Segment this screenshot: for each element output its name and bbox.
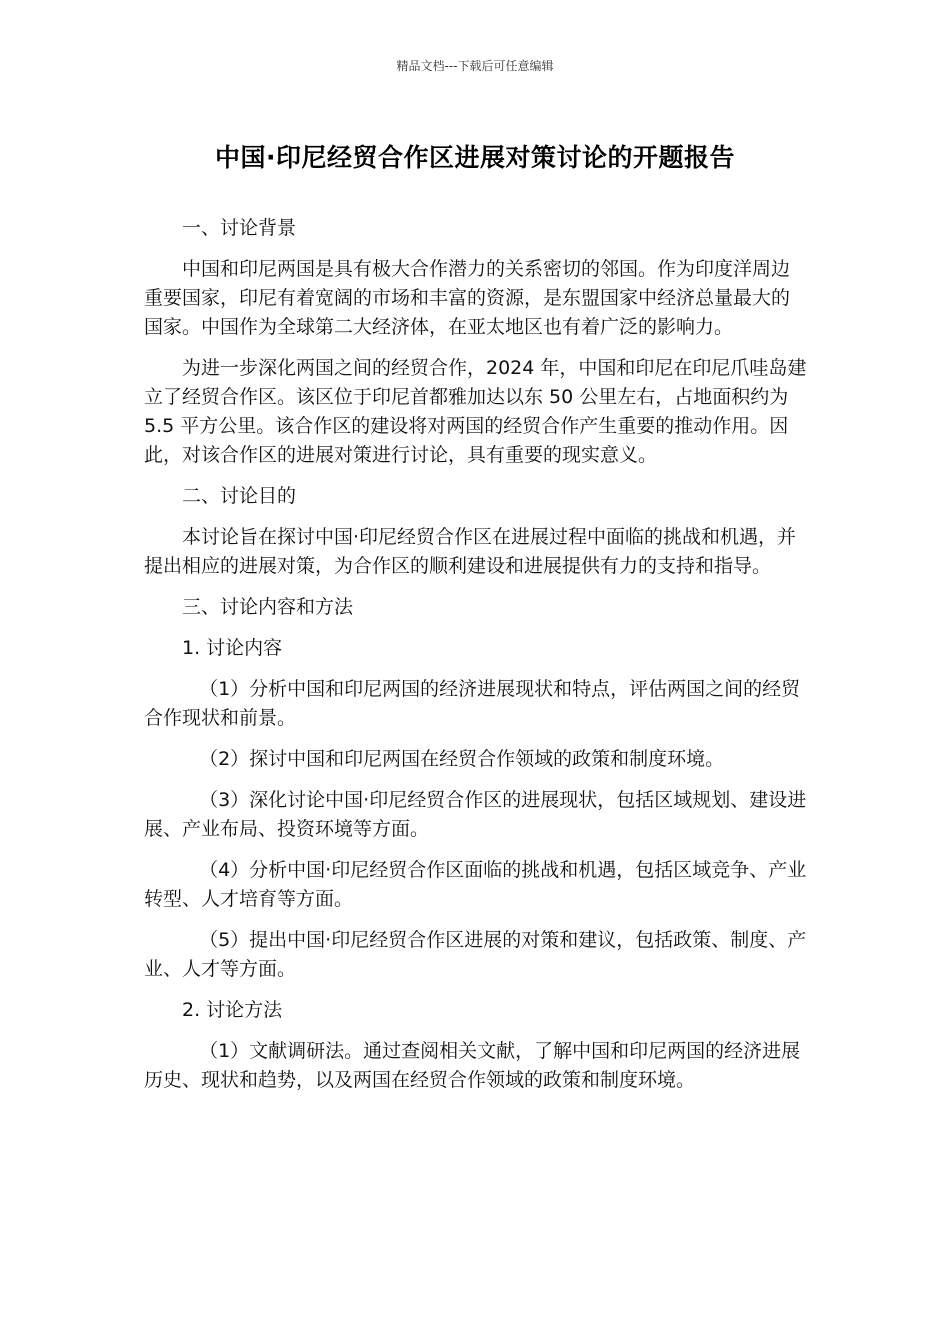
section-heading: 一、讨论背景 xyxy=(182,217,297,239)
list-item: （1）分析中国和印尼两国的经济进展现状和特点，评估两国之间的经贸合作现状和前景。 xyxy=(144,678,801,729)
paragraph: 中国和印尼两国是具有极大合作潜力的关系密切的邻国。作为印度洋周边重要国家，印尼有着宽阔的市场和丰富的资源，是东盟国家中经济总量最大的国家。中国作为全球第二大经济体，在亚太地区也有着广泛的影响力。 xyxy=(144,258,791,338)
list-item: （1）文献调研法。通过查阅相关文献，了解中国和印尼两国的经济进展历史、现状和趋势，以及两国在经贸合作领域的政策和制度环境。 xyxy=(144,1040,801,1091)
paragraph: 本讨论旨在探讨中国·印尼经贸合作区在进展过程中面临的挑战和机遇，并提出相应的进展对策，为合作区的顺利建设和进展提供有力的支持和指导。 xyxy=(144,526,797,577)
paragraph: 为进一步深化两国之间的经贸合作，2024 年，中国和印尼在印尼爪哇岛建立了经贸合作区。该区位于印尼首都雅加达以东 50 公里左右，占地面积约为 5.5 平方公里。该合作区的建设将对两国的经贸合作产生重要的推动作用。因此，对该合作区的进展对策进行讨论，具有重要的现实意义。 xyxy=(144,357,807,466)
page-header: 精品文档---下载后可任意编辑 xyxy=(396,59,554,73)
section-heading: 三、讨论内容和方法 xyxy=(182,596,354,618)
subsection-heading: 2. 讨论方法 xyxy=(182,999,283,1021)
page-title: 中国·印尼经贸合作区进展对策讨论的开题报告 xyxy=(215,143,735,172)
list-item: （4）分析中国·印尼经贸合作区面临的挑战和机遇，包括区域竞争、产业转型、人才培育等方面。 xyxy=(144,859,807,910)
document-body xyxy=(144,214,808,1095)
subsection-heading: 1. 讨论内容 xyxy=(182,637,283,659)
section-heading: 二、讨论目的 xyxy=(182,485,297,507)
list-item: （5）提出中国·印尼经贸合作区进展的对策和建议，包括政策、制度、产业、人才等方面。 xyxy=(144,929,807,980)
list-item: （2）探讨中国和印尼两国在经贸合作领域的政策和制度环境。 xyxy=(199,748,725,770)
list-item: （3）深化讨论中国·印尼经贸合作区的进展现状，包括区域规划、建设进展、产业布局、投资环境等方面。 xyxy=(144,789,807,840)
